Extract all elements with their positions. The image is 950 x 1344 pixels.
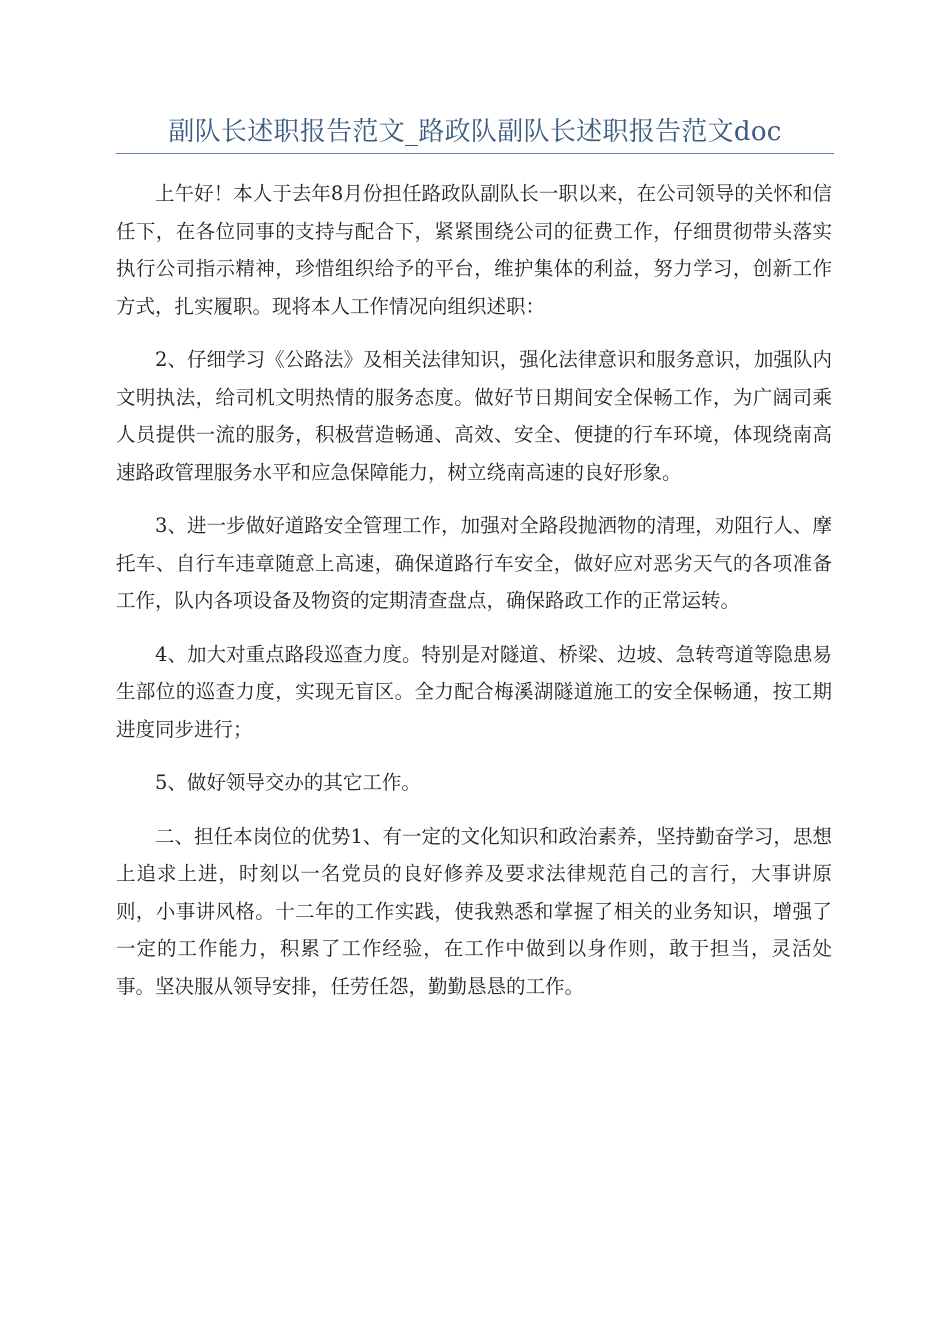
- document-body: [116, 175, 832, 1021]
- paragraph-section-2: 二、担任本岗位的优势1、有一定的文化知识和政治素养，坚持勤奋学习，思想上追求上进，时刻以一名党员的良好修养及要求法律规范自己的言行，大事讲原则，小事讲风格。十二年的工作实践，使我熟悉和掌握了相关的业务知识，增强了一定的工作能力，积累了工作经验，在工作中做到以身作则，敢于担当，灵活处事。坚决服从领导安排，任劳任怨，勤勤恳恳的工作。: [116, 824, 832, 998]
- paragraph-item-3: 3、进一步做好道路安全管理工作，加强对全路段抛洒物的清理，劝阻行人、摩托车、自行车违章随意上高速，确保道路行车安全，做好应对恶劣天气的各项准备工作，队内各项设备及物资的定期清查盘点，确保路政工作的正常运转。: [116, 514, 832, 612]
- paragraph-item-2: 2、仔细学习《公路法》及相关法律知识，强化法律意识和服务意识，加强队内文明执法，给司机文明热情的服务态度。做好节日期间安全保畅工作，为广阔司乘人员提供一流的服务，积极营造畅通、高效、安全、便捷的行车环境，体现绕南高速路政管理服务水平和应急保障能力，树立绕南高速的良好形象。: [116, 348, 832, 484]
- paragraph-intro: 上午好！本人于去年8月份担任路政队副队长一职以来，在公司领导的关怀和信任下，在各位同事的支持与配合下，紧紧围绕公司的征费工作，仔细贯彻带头落实执行公司指示精神，珍惜组织给予的平台，维护集体的利益，努力学习，创新工作方式，扎实履职。现将本人工作情况向组织述职：: [116, 182, 832, 318]
- document-title: 副队长述职报告范文_路政队副队长述职报告范文doc: [168, 117, 782, 147]
- title-underline: [116, 153, 834, 154]
- paragraph-item-5: 5、做好领导交办的其它工作。: [155, 771, 421, 794]
- paragraph-item-4: 4、加大对重点路段巡查力度。特别是对隧道、桥梁、边坡、急转弯道等隐患易生部位的巡查力度，实现无盲区。全力配合梅溪湖隧道施工的安全保畅通，按工期进度同步进行；: [116, 642, 832, 741]
